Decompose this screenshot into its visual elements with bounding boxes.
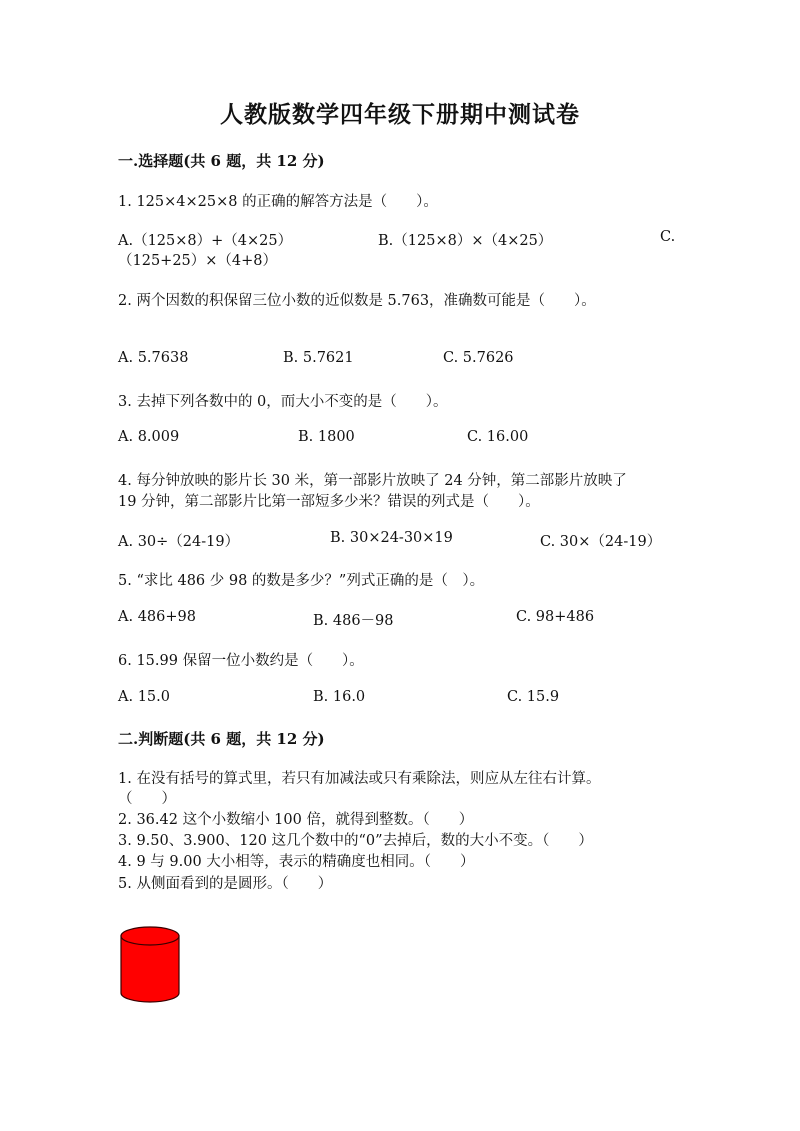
question-4-stem: 4. 每分钟放映的影片长 30 米，第一部影片放映了 24 分钟，第二部影片放映了	[118, 473, 627, 489]
section-2-heading: 二.判断题(共 6 题，共 12 分)	[118, 730, 325, 748]
judge-1-line2: （ ）	[118, 791, 176, 807]
judge-5: 5. 从侧面看到的是圆形。（ ）	[118, 876, 333, 892]
question-1-option-a: A.（125×8）+（4×25）	[118, 233, 293, 249]
page-title: 人教版数学四年级下册期中测试卷	[220, 101, 580, 128]
question-2-option-a: A. 5.7638	[118, 350, 189, 366]
question-3-option-b: B. 1800	[298, 429, 355, 445]
question-6-option-c: C. 15.9	[507, 689, 560, 705]
question-2-option-c: C. 5.7626	[443, 350, 514, 366]
red-cylinder-figure	[118, 925, 182, 1005]
judge-4: 4. 9 与 9.00 大小相等，表示的精确度也相同。（ ）	[118, 854, 475, 870]
question-3-option-c: C. 16.00	[467, 429, 529, 445]
question-1-option-c: C.	[660, 229, 676, 245]
question-2-option-b: B. 5.7621	[283, 350, 354, 366]
question-5-option-c: C. 98+486	[516, 609, 595, 625]
question-4-stem-line2: 19 分钟，第二部影片比第一部短多少米？错误的列式是（ ）。	[118, 494, 540, 510]
question-1-option-c-text: （125+25）×（4+8）	[118, 253, 278, 269]
question-3-option-a: A. 8.009	[118, 429, 180, 445]
question-1-stem: 1. 125×4×25×8 的正确的解答方法是（ ）。	[118, 194, 438, 210]
judge-1-line1: 1. 在没有括号的算式里，若只有加减法或只有乘除法，则应从左往右计算。	[118, 771, 601, 787]
question-5-stem: 5. “求比 486 少 98 的数是多少？”列式正确的是（ ）。	[118, 573, 485, 589]
question-6-option-a: A. 15.0	[118, 689, 170, 705]
question-4-option-b: B. 30×24-30×19	[330, 530, 453, 546]
question-1-option-b: B.（125×8）×（4×25）	[378, 233, 553, 249]
question-3-stem: 3. 去掉下列各数中的 0，而大小不变的是（ ）。	[118, 394, 448, 410]
judge-3: 3. 9.50、3.900、120 这几个数中的“0”去掉后，数的大小不变。（ ）	[118, 833, 593, 849]
question-2-stem: 2. 两个因数的积保留三位小数的近似数是 5.763，准确数可能是（ ）。	[118, 293, 596, 309]
question-6-option-b: B. 16.0	[313, 689, 366, 705]
question-6-stem: 6. 15.99 保留一位小数约是（ ）。	[118, 653, 364, 669]
question-5-option-a: A. 486+98	[118, 609, 196, 625]
question-4-option-a: A. 30÷（24-19）	[118, 534, 240, 550]
judge-2: 2. 36.42 这个小数缩小 100 倍，就得到整数。（ ）	[118, 812, 474, 828]
question-5-option-b: B. 486－98	[313, 613, 394, 629]
question-4-option-c: C. 30×（24-19）	[540, 534, 662, 550]
section-1-heading: 一.选择题(共 6 题，共 12 分)	[118, 152, 325, 170]
